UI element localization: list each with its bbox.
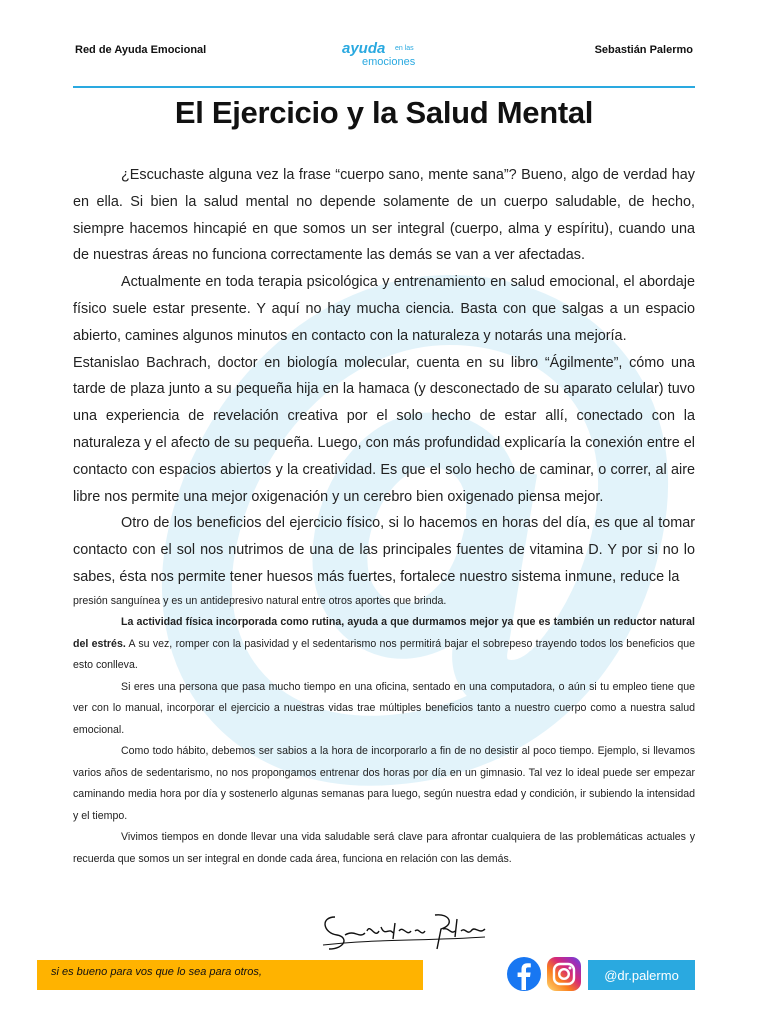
paragraph-5 [73,612,695,677]
facebook-icon[interactable] [506,956,542,992]
paragraph-1: ¿Escuchaste alguna vez la frase “cuerpo sano, mente sana”? Bueno, algo de verdad hay en ella. Si bien la salud mental no depende solamente de un cuerpo saludable, de hecho, siempre hacemos hincapié en que somos un ser integral (cuerpo, alma y espíritu), cuando una de nuestras áreas no funciona correctamente las demás se van a ver afectadas. [73,167,695,264]
footer-slogan-bar [37,960,423,990]
logo-sub-text: emociones [362,56,416,68]
paragraph-5-bold: La actividad física incorporada como rutina, ayuda a que durmamos mejor ya que es también un reductor natural del estrés. [73,616,695,650]
logo-small-text: en las [395,45,414,52]
paragraph-7: Como todo hábito, debemos ser sabios a la hora de incorporarlo a fin de no desistir al poco tiempo. Ejemplo, si llevamos varios años de sedentarismo, no nos propongamos entrenar dos horas por día en un gimnasio. Tal vez lo ideal puede ser empezar caminando media hora por día y sostenerlo algunas semanas para luego, según nuestra edad y condición, ir subiendo la intensidad y el tiempo. [73,745,695,822]
logo-main-text: ayuda [342,40,386,57]
brand-logo [342,40,432,72]
header-organization: Red de Ayuda Emocional [75,44,207,56]
social-handle[interactable]: @dr.palermo [588,960,695,990]
instagram-icon[interactable] [546,956,582,992]
header-author: Sebastián Palermo [594,44,693,56]
paragraph-8: Vivimos tiempos en donde llevar una vida saludable será clave para afrontar cualquiera de las problemáticas actuales y recuerda que somos un ser integral en donde cada área, funciona en relación con las demás. [73,831,695,865]
paragraph-6: Si eres una persona que pasa mucho tiempo en una oficina, sentado en una computadora, o aún si tu empleo tiene que ver con lo manual, incorporar el ejercicio a nuestras vidas trae múltiples beneficios tanto a nuestro cuerpo como a nuestra salud emocional. [73,680,695,736]
paragraph-4: Otro de los beneficios del ejercicio físico, si lo hacemos en horas del día, es que al tomar contacto con el sol nos nutrimos de una de las principales fuentes de vitamina D. Y por si no lo sabes, ésta nos permite tener huesos más fuertes, fortalece nuestro sistema inmune, reduce la [73,515,695,585]
page-title: El Ejercicio y la Salud Mental [174,95,594,130]
article-body [73,162,695,870]
paragraph-4-tail: presión sanguínea y es un antidepresivo natural entre otros aportes que brinda. [73,594,447,607]
paragraph-2: Actualmente en toda terapia psicológica y entrenamiento en salud emocional, el abordaje físico suele estar presente. Y aquí no hay mucha ciencia. Basta con que salgas a un espacio abierto, camines algunos minutos en contacto con la naturaleza y notarás una mejoría. [73,274,695,344]
paragraph-5-rest: A su vez, romper con la pasividad y el sedentarismo nos permitirá bajar el sobrepeso trayendo todos los beneficios que esto conlleva. [73,637,696,672]
footer-slogan: si es bueno para vos que lo sea para otros, [51,966,262,978]
paragraph-3: Estanislao Bachrach, doctor en biología molecular, cuenta en su libro “Ágilmente”, cómo una tarde de plaza junto a su pequeña hija en la hamaca (y desconectado de su aparato celular) tuvo una experiencia de revelación creativa por el solo hecho de estar allí, conectado con la naturaleza y el afecto de su pequeña. Luego, con más profundidad explicaría la conexión entre el contacto con espacios abiertos y la creatividad. Es que el solo hecho de caminar, o correr, al aire libre nos permite una mejor oxigenación y un cerebro bien oxigenado piensa mejor. [73,354,695,505]
header-divider [73,86,695,88]
handwritten-signature [315,905,495,955]
